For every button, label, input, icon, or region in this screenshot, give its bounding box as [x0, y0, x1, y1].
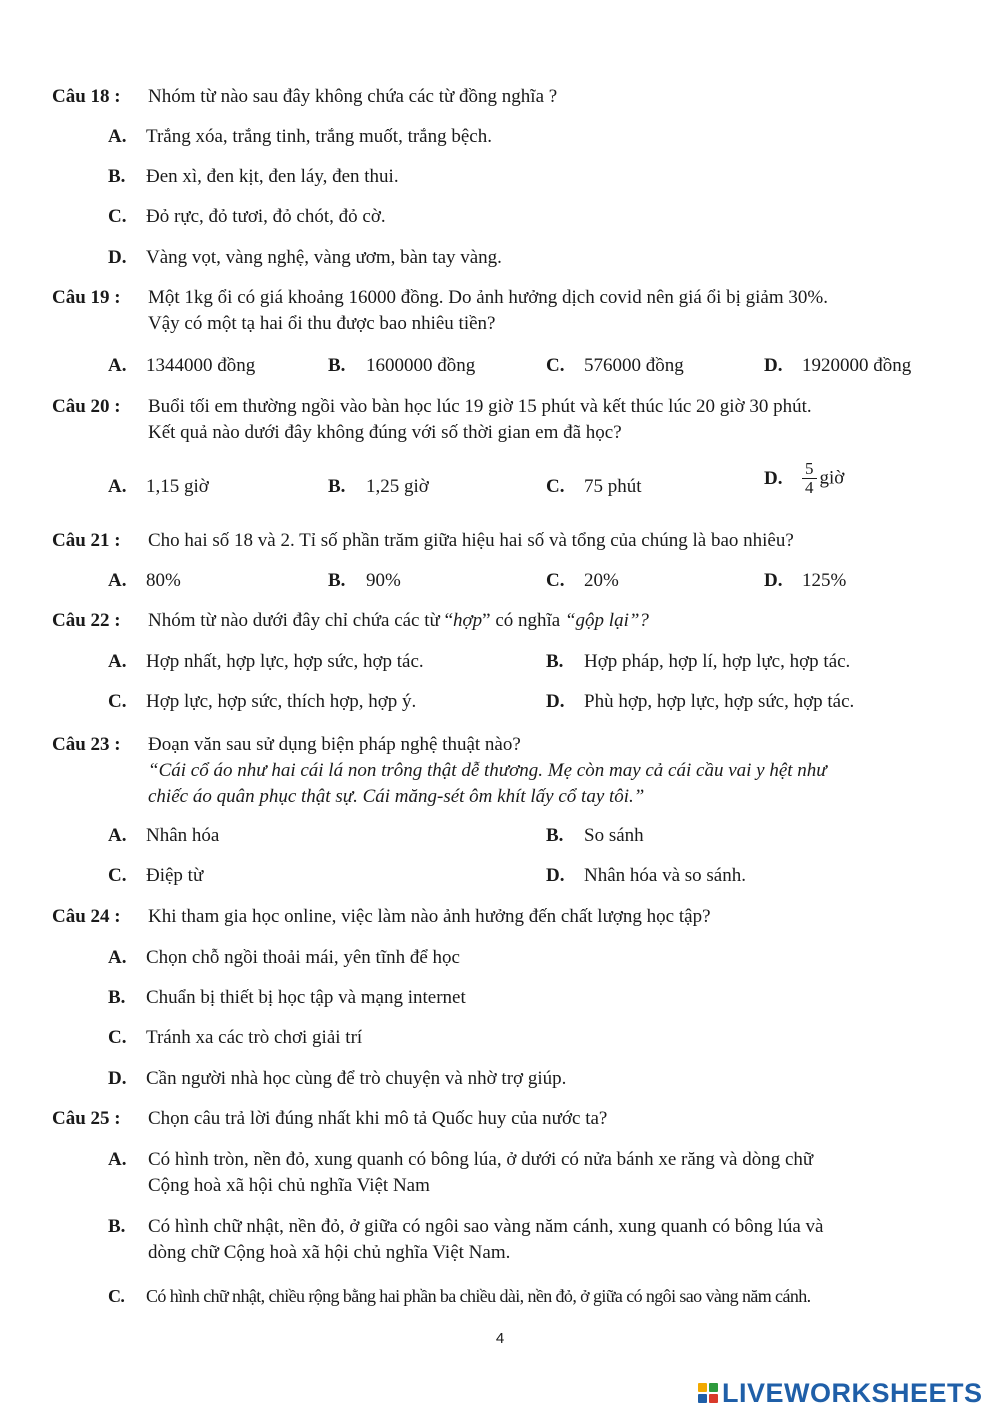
question-label: Câu 21 : [52, 530, 121, 551]
option-25-b[interactable]: B. Có hình chữ nhật, nền đỏ, ở giữa có ngôi sao vàng năm cánh, xung quanh có bông lúa và dòng chữ Cộng hoà xã hội chủ nghĩa Việt Nam. [108, 1216, 824, 1263]
option-19-d[interactable]: D. 1920000 đồng [764, 355, 912, 376]
option-21-b[interactable]: B. 90% [328, 570, 401, 591]
option-21-a[interactable]: A. 80% [108, 570, 181, 591]
logo-grid-icon [698, 1383, 718, 1403]
option-20-d[interactable]: D. $\frac{5}{4}$ giờ [764, 459, 845, 497]
option-21-d[interactable]: D. 125% [764, 570, 847, 591]
question-label: Câu 20 : [52, 396, 121, 417]
question-text: Một 1kg ổi có giá khoảng 16000 đồng. Do ảnh hưởng dịch covid nên giá ổi bị giảm 30%. Vậy có một tạ hai ổi thu được bao nhiêu tiền? [148, 287, 828, 334]
option-24-a[interactable]: A. Chọn chỗ ngồi thoải mái, yên tĩnh để học [108, 947, 460, 968]
option-24-c[interactable]: C. Tránh xa các trò chơi giải trí [108, 1027, 363, 1048]
option-24-b[interactable]: B. Chuẩn bị thiết bị học tập và mạng internet [108, 987, 466, 1008]
question-label: Câu 24 : [52, 906, 121, 927]
liveworksheets-logo [698, 1378, 983, 1408]
page-number: 4 [495, 1330, 505, 1347]
option-20-b[interactable]: B. 1,25 giờ [328, 476, 429, 497]
option-22-a[interactable]: A. Hợp nhất, hợp lực, hợp sức, hợp tác. [108, 651, 424, 672]
question-text: Buổi tối em thường ngồi vào bàn học lúc 19 giờ 15 phút và kết thúc lúc 20 giờ 30 phút. Kết quả nào dưới đây không đúng với số thời gian em đã học? [148, 396, 812, 443]
question-label: Câu 18 : [52, 86, 121, 107]
option-22-d[interactable]: D. Phù hợp, hợp lực, hợp sức, hợp tác. [546, 691, 855, 712]
option-22-c[interactable]: C. Hợp lực, hợp sức, thích hợp, hợp ý. [108, 691, 417, 712]
option-25-a[interactable]: A. Có hình tròn, nền đỏ, xung quanh có bông lúa, ở dưới có nửa bánh xe răng và dòng chữ Cộng hoà xã hội chủ nghĩa Việt Nam [108, 1149, 814, 1196]
question-text: Chọn câu trả lời đúng nhất khi mô tả Quốc huy của nước ta? [148, 1108, 608, 1129]
option-23-b[interactable]: B. So sánh [546, 825, 644, 846]
question-label: Câu 19 : [52, 287, 121, 308]
question-label: Câu 22 : [52, 610, 121, 631]
option-18-b[interactable]: B. Đen xì, đen kịt, đen láy, đen thui. [108, 166, 399, 187]
fraction: $\frac{5}{4}$ [802, 460, 817, 497]
question-label: Câu 23 : [52, 734, 121, 755]
option-18-c[interactable]: C. Đỏ rực, đỏ tươi, đỏ chót, đỏ cờ. [108, 206, 386, 227]
option-23-d[interactable]: D. Nhân hóa và so sánh. [546, 865, 746, 886]
option-18-a[interactable]: A. Trắng xóa, trắng tinh, trắng muốt, trắng bệch. [108, 126, 492, 147]
option-23-c[interactable]: C. Điệp từ [108, 865, 204, 886]
option-25-c[interactable]: C. Có hình chữ nhật, chiều rộng bằng hai phần ba chiều dài, nền đỏ, ở giữa có ngôi sao vàng năm cánh. [108, 1286, 811, 1306]
option-23-a[interactable]: A. Nhân hóa [108, 825, 220, 846]
option-20-a[interactable]: A. 1,15 giờ [108, 476, 209, 497]
option-24-d[interactable]: D. Cần người nhà học cùng để trò chuyện và nhờ trợ giúp. [108, 1068, 567, 1089]
option-18-d[interactable]: D. Vàng vọt, vàng nghệ, vàng ươm, bàn tay vàng. [108, 247, 502, 268]
option-22-b[interactable]: B. Hợp pháp, hợp lí, hợp lực, hợp tác. [546, 651, 851, 672]
option-19-a[interactable]: A. 1344000 đồng [108, 355, 256, 376]
quote-text: “Cái cổ áo như hai cái lá non trông thật dễ thương. Mẹ còn may cả cái cầu vai y hệt như [148, 760, 827, 781]
option-21-c[interactable]: C. 20% [546, 570, 619, 591]
question-text: Cho hai số 18 và 2. Tỉ số phần trăm giữa hiệu hai số và tổng của chúng là bao nhiêu? [148, 530, 794, 551]
question-text: Nhóm từ nào sau đây không chứa các từ đồng nghĩa ? [148, 86, 558, 107]
question-text: Nhóm từ nào dưới đây chỉ chứa các từ “hợp” có nghĩa “gộp lại”? [148, 610, 649, 631]
option-19-c[interactable]: C. 576000 đồng [546, 355, 684, 376]
option-20-c[interactable]: C. 75 phút [546, 476, 642, 497]
question-text: Khi tham gia học online, việc làm nào ảnh hưởng đến chất lượng học tập? [148, 906, 711, 927]
brand-text: LIVEWORKSHEETS [722, 1377, 983, 1408]
question-label: Câu 25 : [52, 1108, 121, 1129]
question-text: Đoạn văn sau sử dụng biện pháp nghệ thuật nào? “Cái cổ áo như hai cái lá non trông thật dễ thương. Mẹ còn may cả cái cầu vai y hệt như chiếc áo quân phục thật sự. Cái măng-sét ôm khít lấy cổ tay tôi.” [148, 734, 827, 807]
option-19-b[interactable]: B. 1600000 đồng [328, 355, 476, 376]
